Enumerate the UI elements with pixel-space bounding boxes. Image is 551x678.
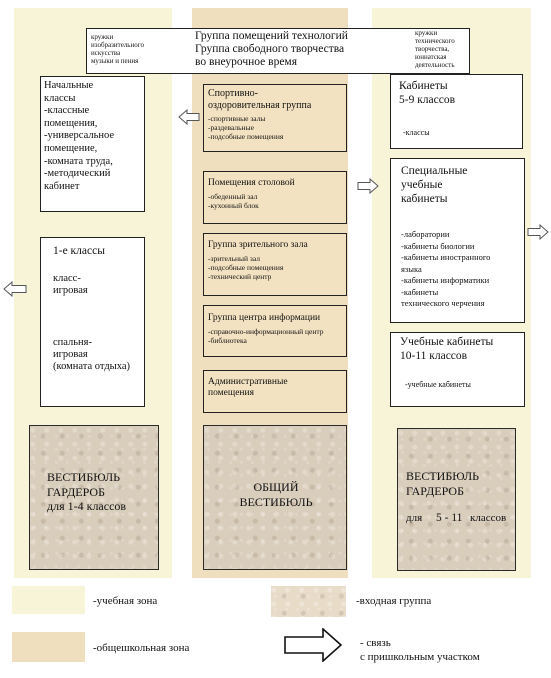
hall-group-title: Группа зрительного зала xyxy=(208,240,308,250)
info-center-box xyxy=(203,305,347,357)
vestibule-5-11-range: 5 - 11 xyxy=(436,512,463,524)
classes-10-11-title: Учебные кабинеты 10-11 классов xyxy=(400,336,494,362)
arrow-left-to-primary-icon xyxy=(178,109,200,125)
special-cabinets-items: -лаборатории -кабинеты биологии -кабинеты иностранного языка -кабинеты информатики -кабинеты технического черчения xyxy=(401,229,491,308)
classes-5-9-box xyxy=(390,74,523,149)
info-center-title: Группа центра информации xyxy=(208,313,321,323)
first-grade-sleep: спальня- игровая (комната отдыха) xyxy=(53,337,130,372)
sport-group-items: -спортивные залы -раздевальные -подсобные помещения xyxy=(208,114,284,141)
canteen-box xyxy=(203,171,347,224)
vestibule-5-11-for: для xyxy=(406,512,423,524)
classes-10-11-box xyxy=(390,332,525,407)
classes-5-9-items: -классы xyxy=(403,128,430,137)
legend-link-label: - связь с пришкольным участком xyxy=(360,637,480,663)
vestibule-5-11-box xyxy=(397,428,516,571)
admin-title: Административные помещения xyxy=(208,377,288,398)
hall-group-items: -зрительный зал -подсобные помещения -технический центр xyxy=(208,254,284,281)
sport-group-box xyxy=(203,84,347,152)
first-grade-play: класс- игровая xyxy=(53,273,88,296)
legend-study-swatch xyxy=(12,586,85,614)
info-center-items: -справочно-информационный центр -библиотека xyxy=(208,327,324,345)
sport-group-title: Спортивно- оздоровительная группа xyxy=(208,88,312,111)
arrow-right-outside-icon xyxy=(527,224,549,240)
common-vestibule-text: ОБЩИЙ ВЕСТИБЮЛЬ xyxy=(239,480,313,509)
legend-entry-swatch xyxy=(271,586,346,617)
art-clubs-note: кружки изобразительного искусства музыки и пения xyxy=(91,33,144,65)
classes-5-9-title: Кабинеты 5-9 классов xyxy=(399,80,456,106)
primary-classes-text: Начальные классы -классные помещения, -универсальное помещение, -комната труда, -методический кабинет xyxy=(44,80,115,192)
technical-clubs-note: кружки технического творчества, юннатская деятельность xyxy=(415,29,455,69)
classes-10-11-items: -учебные кабинеты xyxy=(405,380,471,389)
vestibule-5-11-classes: классов xyxy=(470,512,507,524)
vestibule-1-4-text: ВЕСТИБЮЛЬ ГАРДЕРОБ для 1-4 классов xyxy=(47,470,127,513)
legend-entry-label: -входная группа xyxy=(356,595,432,607)
admin-box xyxy=(203,370,347,413)
arrow-left-outside-icon xyxy=(3,281,27,297)
technology-group-box xyxy=(86,28,470,74)
vestibule-1-4-box xyxy=(29,425,159,570)
special-cabinets-box xyxy=(390,158,525,323)
first-grade-title: 1-е классы xyxy=(53,245,105,257)
legend-link-arrow-icon xyxy=(284,628,342,662)
canteen-title: Помещения столовой xyxy=(208,178,295,188)
vestibule-5-11-text: ВЕСТИБЮЛЬ ГАРДЕРОБ xyxy=(406,469,479,498)
special-cabinets-title: Специальные учебные кабинеты xyxy=(401,165,468,205)
legend-common-swatch xyxy=(12,632,85,662)
canteen-items: -обеденный зал -кухонный блок xyxy=(208,192,259,210)
hall-group-box xyxy=(203,233,347,296)
arrow-right-to-special-icon xyxy=(357,178,379,194)
common-vestibule-box xyxy=(203,425,347,570)
technology-group-title: Группа помещений технологий Группа свободного творчества во внеурочное время xyxy=(195,30,348,68)
primary-classes-box xyxy=(40,76,145,212)
legend-study-label: -учебная зона xyxy=(93,595,158,607)
legend-common-label: -общешкольная зона xyxy=(93,642,190,654)
first-grade-box xyxy=(40,237,145,407)
